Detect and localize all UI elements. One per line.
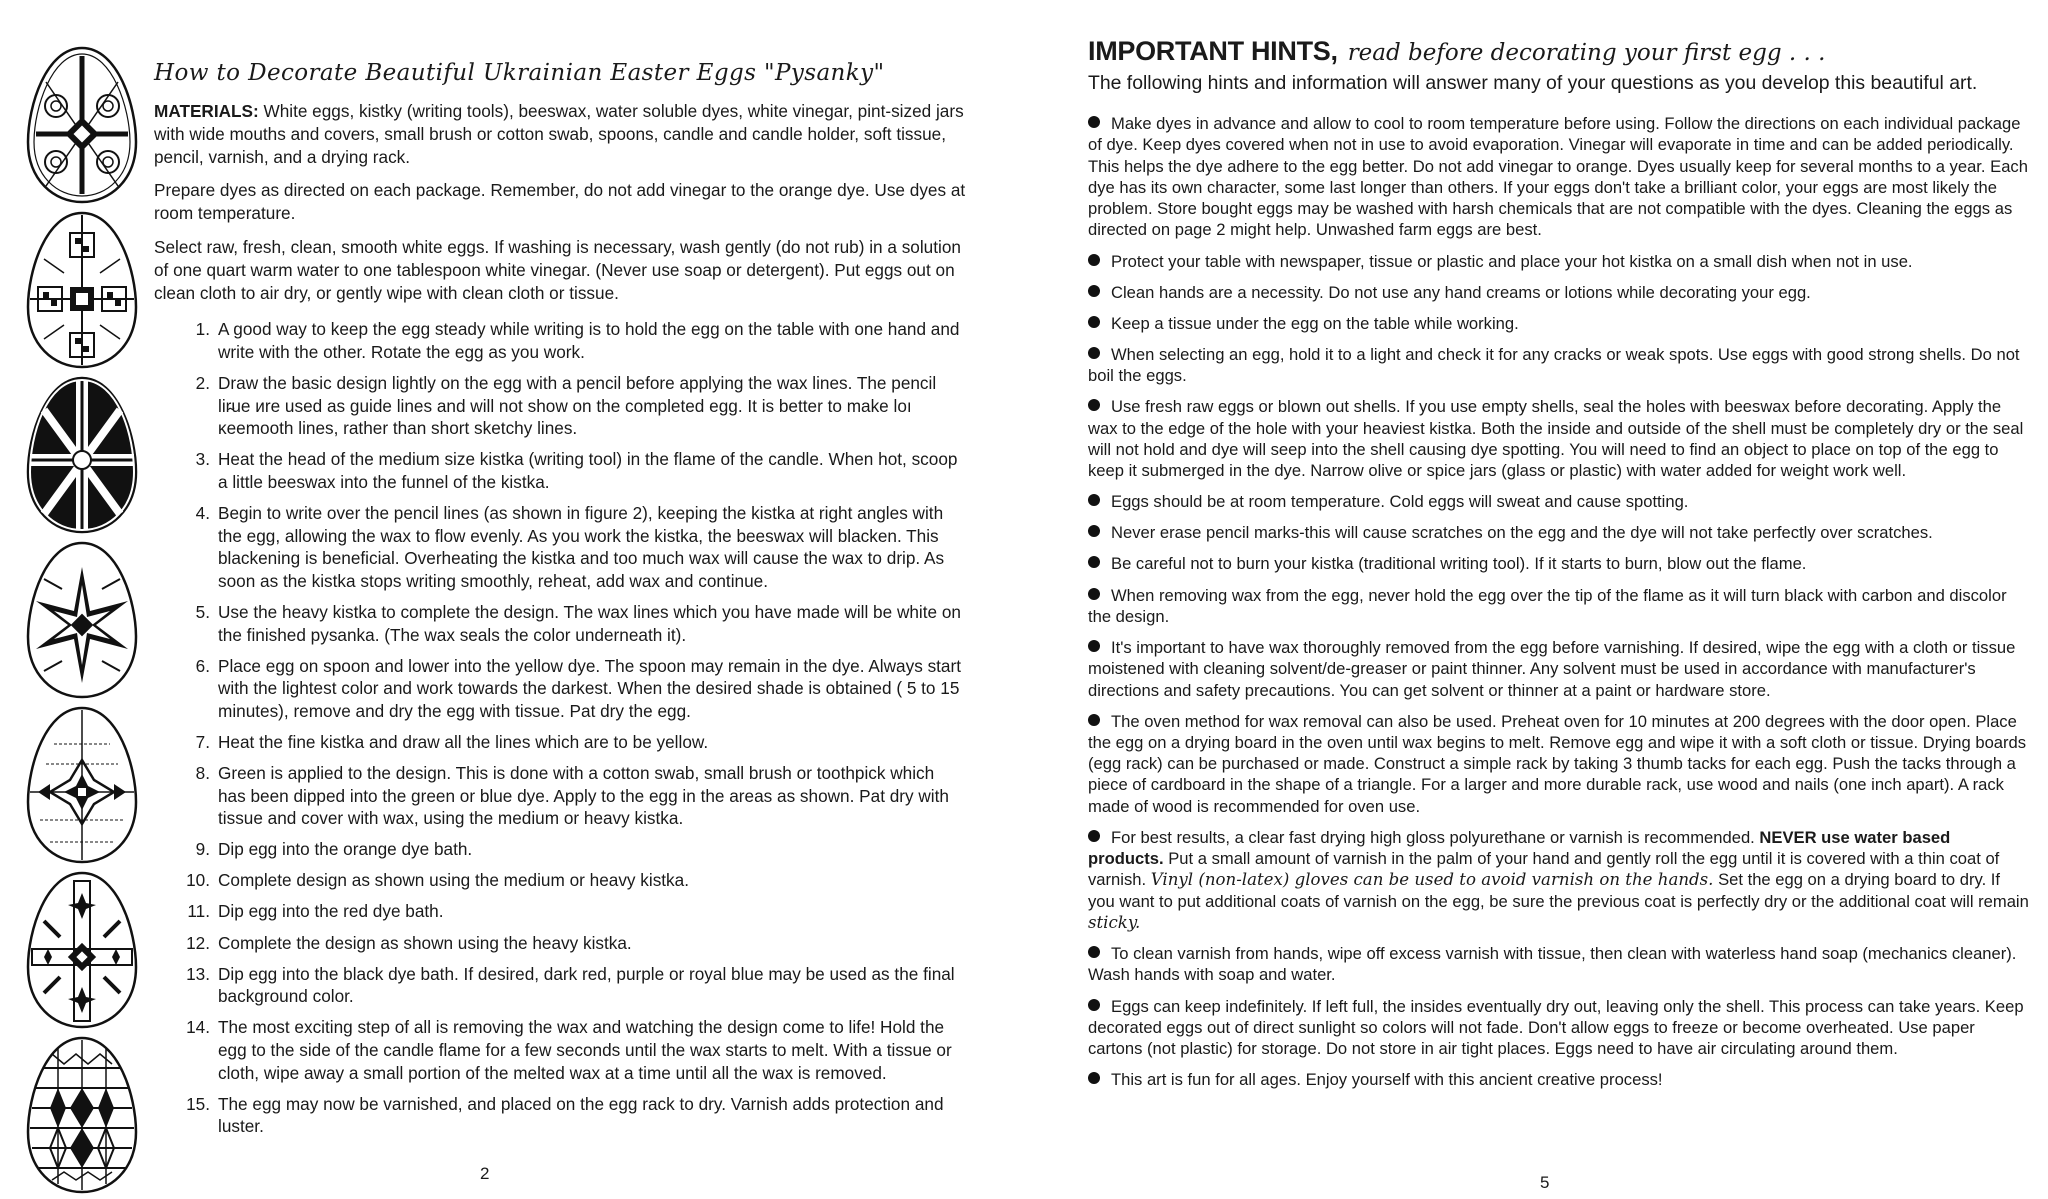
instruction-step xyxy=(180,838,966,861)
hint-item xyxy=(1088,943,2030,986)
bullet-icon xyxy=(1088,830,1100,842)
step-number: 14. xyxy=(186,1017,210,1038)
bullet-icon xyxy=(1088,285,1100,297)
instruction-step xyxy=(180,655,966,723)
step-text: Green is applied to the design. This is done with a cotton swab, small brush or toothpick which has been dipped into the green or blue dye. Apply to the egg in the areas as shown. Pat dry with tissue and cover with wax, using the medium or heavy kistka. xyxy=(218,762,949,829)
hint-item xyxy=(1088,553,2030,574)
step-number: 6. xyxy=(195,655,210,676)
varnish-text-3: Set the egg on a drying board to dry. If you want to put additional coats of varnish on the egg, be sure the previous coat is perfectly dry or the additional coat will remain xyxy=(1088,870,2029,911)
instruction-step xyxy=(180,731,966,754)
step-text: Complete the design as shown using the heavy kistka. xyxy=(218,932,632,953)
hint-item xyxy=(1088,491,2030,512)
step-text: Heat the fine kistka and draw all the lines which are to be yellow. xyxy=(218,731,709,752)
bullet-icon xyxy=(1088,556,1100,568)
hints-intro: The following hints and information will answer many of your questions as you develop this beautiful art. xyxy=(1088,72,1978,94)
instruction-step xyxy=(180,1093,966,1138)
instruction-step xyxy=(180,762,966,830)
gloves-note: Vinyl (non-latex) gloves can be used to avoid varnish on the hands. xyxy=(1150,870,1714,890)
step-text: Dip egg into the black dye bath. If desired, dark red, purple or royal blue may be used as the final background color. xyxy=(218,963,955,1007)
hint-text: Eggs should be at room temperature. Cold eggs will sweat and cause spotting. xyxy=(1111,492,1689,512)
hint-item xyxy=(1088,637,2030,701)
hints-title: IMPORTANT HINTS, xyxy=(1088,36,1338,66)
step-text: Place egg on spoon and lower into the yellow dye. The spoon may remain in the dye. Always start with the lightest color and work towards the darkest. When the desired shade is obtained ( 5 to 15 minutes), remove and dry the egg with tissue. Pat dry the egg. xyxy=(218,655,961,721)
hints-subtitle: read before decorating your first egg . . . xyxy=(1347,40,1826,66)
hint-item xyxy=(1088,344,2030,387)
hint-text: Protect your table with newspaper, tissue or plastic and place your hot kistka on a small dish when not in use. xyxy=(1111,251,1913,271)
step-number: 8. xyxy=(195,762,210,783)
page-number: 2 xyxy=(480,1164,490,1183)
step-number: 11. xyxy=(187,901,210,922)
pysanka-egg-2-illustration xyxy=(24,209,140,371)
instruction-step xyxy=(180,372,966,440)
instruction-step xyxy=(180,869,966,892)
instruction-steps-list xyxy=(180,318,966,1137)
step-number: 15. xyxy=(186,1093,210,1114)
instruction-step xyxy=(180,963,966,1008)
step-text: Draw the basic design lightly on the egg with a pencil before applying the wax lines. The pencil lir̴ue иre used as guide lines and will not show on the completed egg. It is better to make loı ĸeemooth lines, rather than short sketchy lines. xyxy=(218,373,937,439)
hint-item xyxy=(1088,396,2030,481)
step-number: 5. xyxy=(195,601,210,622)
instruction-step xyxy=(180,318,966,363)
bullet-icon xyxy=(1088,640,1100,652)
instruction-step xyxy=(180,932,966,955)
bullet-icon xyxy=(1088,946,1100,958)
step-number: 9. xyxy=(195,839,210,860)
step-text: The egg may now be varnished, and placed on the egg rack to dry. Varnish adds protection and luster. xyxy=(218,1093,944,1137)
pysanka-egg-7-illustration xyxy=(24,1034,140,1196)
step-number: 4. xyxy=(195,503,210,524)
left-page xyxy=(0,0,1000,1197)
materials-label: MATERIALS: xyxy=(154,101,259,121)
hints-list xyxy=(1088,113,2030,1091)
bullet-icon xyxy=(1088,999,1100,1011)
instructions-text-column xyxy=(154,56,966,1146)
hint-text: Be careful not to burn your kistka (traditional writing tool). If it starts to burn, blow out the flame. xyxy=(1111,554,1807,574)
materials-paragraph xyxy=(154,100,966,168)
bullet-icon xyxy=(1088,116,1100,128)
pysanka-egg-6-illustration xyxy=(24,869,140,1031)
select-eggs-paragraph: Select raw, fresh, clean, smooth white eggs. If washing is necessary, wash gently (do not rub) in a solution of one quart warm water to one tablespoon white vinegar. (Never use soap or detergent). Put eggs out on clean cloth to air dry, or gently wipe with clean cloth or tissue. xyxy=(154,236,961,303)
page-number: 5 xyxy=(1540,1173,1550,1192)
varnish-text-2: Put a small amount of varnish in the palm of your hand and gently roll the egg until it is covered with a thin coat of varnish. xyxy=(1088,849,2000,890)
hint-text: Use fresh raw eggs or blown out shells. If you use empty shells, seal the holes with beeswax before decorating. Apply the wax to the edge of the hole with your heaviest kistka. Both the inside and outside of the shell must be completely dry or the seal will not hold and dye will seep into the shell causing dye spotting. You will need to find an object to place on top of the egg to keep it submerged in the dye. Narrow olive or spice jars (glass or plastic) with water added for weight work well. xyxy=(1088,397,2024,481)
bullet-icon xyxy=(1088,316,1100,328)
egg-illustration-column xyxy=(24,44,146,1199)
instruction-step xyxy=(180,601,966,646)
hint-item xyxy=(1088,282,2030,303)
step-number: 10. xyxy=(186,870,210,891)
step-text: The most exciting step of all is removing the wax and watching the design come to life! Hold the egg to the side of the candle flame for a few seconds until the wax starts to melt. With a tissue or cloth, wipe away a small portion of the melted wax at a time until all the wax is removed. xyxy=(218,1017,952,1083)
step-text: Heat the head of the medium size kistka (writing tool) in the flame of the candle. When hot, scoop a little beeswax into the funnel of the kistka. xyxy=(218,449,958,492)
bullet-icon xyxy=(1088,714,1100,726)
step-number: 12. xyxy=(186,932,210,953)
materials-text: White eggs, kistky (writing tools), beeswax, water soluble dyes, white vinegar, pint-sized jars with wide mouths and covers, small brush or cotton swab, spoons, candle and candle holder, soft tissue, pencil, varnish, and a drying rack. xyxy=(154,101,964,167)
hint-text: To clean varnish from hands, wipe off excess varnish with tissue, then clean with waterless hand soap (mechanics cleaner). Wash hands with soap and water. xyxy=(1088,944,2017,985)
hint-text: It's important to have wax thoroughly removed from the egg before varnishing. If desired, wipe the egg with a cloth or tissue moistened with cleaning solvent/de-greaser or paint thinner. Any solvent must be used in accordance with manufacturer's directions and safety precautions. You can get solvent or thinner at a paint or hardware store. xyxy=(1088,637,2016,700)
hint-text: Keep a tissue under the egg on the table while working. xyxy=(1111,313,1519,333)
hint-text: When removing wax from the egg, never hold the egg over the tip of the flame as it will turn black with carbon and discolor the design. xyxy=(1088,585,2007,626)
instruction-step xyxy=(180,502,966,592)
bullet-icon xyxy=(1088,525,1100,537)
hint-text: This art is fun for all ages. Enjoy yourself with this ancient creative process! xyxy=(1111,1070,1663,1090)
bullet-icon xyxy=(1088,347,1100,359)
page-title: How to Decorate Beautiful Ukrainian Easter Eggs "Pysanky" xyxy=(154,60,885,86)
hint-text: Never erase pencil marks-this will cause scratches on the egg and the dye will not take perfectly over scratches. xyxy=(1111,523,1933,543)
hint-item xyxy=(1088,113,2030,241)
pysanka-egg-4-illustration xyxy=(24,539,140,701)
bullet-icon xyxy=(1088,588,1100,600)
hint-item xyxy=(1088,996,2030,1060)
step-text: Dip egg into the orange dye bath. xyxy=(218,839,473,860)
pysanka-egg-3-illustration xyxy=(24,374,140,536)
step-number: 7. xyxy=(195,731,210,752)
step-number: 13. xyxy=(186,963,210,984)
step-text: Use the heavy kistka to complete the design. The wax lines which you have made will be white on the finished pysanka. (The wax seals the color underneath it). xyxy=(218,601,961,645)
step-text: Begin to write over the pencil lines (as shown in figure 2), keeping the kistka at right angles with the egg, allowing the wax to flow evenly. As you work the kistka, the beeswax will blacken. This blackening is beneficial. Overheating the kistka and too much wax will cause the wax to drip. As soon as the kistka stops writing smoothly, reheat, add wax and continue. xyxy=(218,503,945,591)
step-number: 2. xyxy=(195,373,210,394)
instruction-step xyxy=(180,1016,966,1084)
sticky-word: sticky. xyxy=(1088,913,1141,933)
bullet-icon xyxy=(1088,494,1100,506)
pysanka-egg-1-illustration xyxy=(24,44,140,206)
instruction-step xyxy=(180,448,966,493)
hint-item xyxy=(1088,1069,2030,1090)
step-text: A good way to keep the egg steady while writing is to hold the egg on the table with one hand and write with the other. Rotate the egg as you work. xyxy=(218,319,960,362)
prepare-dyes-paragraph: Prepare dyes as directed on each package. Remember, do not add vinegar to the orange dye. Use dyes at room temperature. xyxy=(154,180,966,224)
pysanka-egg-5-illustration xyxy=(24,704,140,866)
hint-text: When selecting an egg, hold it to a light and check it for any cracks or weak spots. Use eggs with good strong shells. Do not boil the eggs. xyxy=(1088,344,2020,386)
bullet-icon xyxy=(1088,399,1100,411)
hint-item xyxy=(1088,522,2030,543)
instruction-step xyxy=(180,900,966,923)
hint-text: Clean hands are a necessity. Do not use any hand creams or lotions while decorating your egg. xyxy=(1111,282,1811,302)
hint-text: Eggs can keep indefinitely. If left full, the insides eventually dry out, leaving only the shell. This process can take years. Keep decorated eggs out of direct sunlight so colors will not fade. Don't allow eggs to freeze or become overheated. Use paper cartons (not plastic) for storage. Do not store in air tight places. Eggs need to have air circulating around them. xyxy=(1088,996,2024,1059)
step-number: 1. xyxy=(195,319,210,340)
hint-item xyxy=(1088,313,2030,334)
step-number: 3. xyxy=(195,449,210,470)
right-page xyxy=(1070,0,2030,1197)
hint-item xyxy=(1088,711,2030,817)
hint-item xyxy=(1088,251,2030,272)
bullet-icon xyxy=(1088,254,1100,266)
hint-text: The oven method for wax removal can also be used. Preheat oven for 10 minutes at 200 degrees with the door open. Place the egg on a drying board in the oven until wax begins to melt. Remove egg and wipe it with a soft cloth or tissue. Drying boards (egg rack) can be purchased or made. Construct a simple rack by taking 3 thumb tacks for each egg. Push the tacks through a piece of cardboard in the shape of a triangle. For a larger and more durable rack, use wood and nails (one inch apart). A rack made of wood is recommended for oven use. xyxy=(1088,711,2027,816)
varnish-warning: NEVER use water based products. xyxy=(1088,827,1951,869)
varnish-text-1: For best results, a clear fast drying high gloss polyurethane or varnish is recommended. xyxy=(1111,827,1760,847)
hint-text: Make dyes in advance and allow to cool to room temperature before using. Follow the directions on each individual package of dye. Keep dyes covered when not in use to avoid evaporation. Vinegar will evaporate in time and can be added periodically. This helps the dye adhere to the egg better. Do not add vinegar to orange. Dyes usually keep for several months to a year. Each dye has its own character, some last longer than others. If your eggs don't take a brilliant color, your eggs are most likely the problem. Store bought eggs may be washed with harsh chemicals that are not compatible with the dyes. Cleaning the eggs as directed on page 2 might help. Unwashed farm eggs are best. xyxy=(1088,114,2028,240)
step-text: Dip egg into the red dye bath. xyxy=(218,901,444,922)
hint-item-varnish xyxy=(1088,827,2030,933)
hints-header xyxy=(1088,36,2030,67)
bullet-icon xyxy=(1088,1072,1100,1084)
step-text: Complete design as shown using the medium or heavy kistka. xyxy=(218,870,689,891)
hint-item xyxy=(1088,585,2030,628)
